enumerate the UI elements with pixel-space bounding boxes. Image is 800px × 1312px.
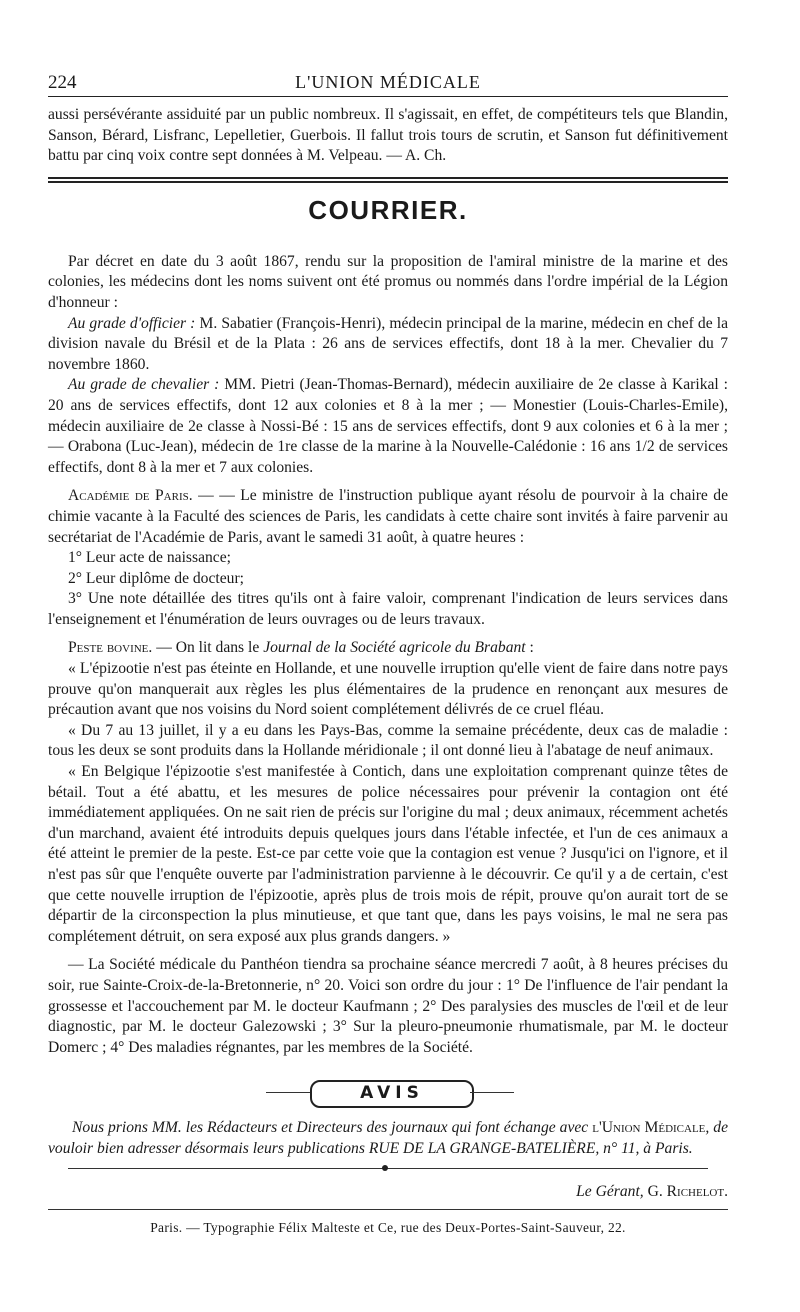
section-title: COURRIER. bbox=[308, 194, 468, 225]
notice-address: RUE DE LA GRANGE-BATELIÈRE, n° 11, à Paris. bbox=[368, 1139, 693, 1157]
chevalier-paragraph bbox=[48, 375, 728, 478]
officier-text: M. Sabatier (François-Henri), médecin principal de la marine, médecin en chef de la division navale du Brésil et de la Plata : 26 ans de services effectifs, dont 18 à la mer. Chevalier du 7 novembre 1860. bbox=[48, 314, 728, 373]
peste-text-before: — On lit dans le bbox=[152, 639, 264, 657]
avis-notice bbox=[48, 1118, 728, 1159]
peste-quote: « L'épizootie n'est pas éteinte en Hollande, et une nouvelle irruption qu'elle vient de faire dans notre pays prouve qu'on manquerait aux règles les plus élémentaires de la prudence en renonçant aux mesures de précaution avant que nos voisins du Nord soient complétement délivrés de ce cruel fléau. bbox=[48, 660, 728, 719]
peste-quote: « En Belgique l'épizootie s'est manifestée à Contich, dans une exploitation comprenant quinze têtes de bétail. Tout a été abattu, et les mesures de police nécessaires pour prévenir la contagion ont été immédiatement appliquées. On ne sait rien de précis sur l'origine du mal ; deux animaux, récemment achetés d'un marchand, avaient été introduits depuis quelques jours dans l'étable infectée, et l'un de ces animaux a été atteint le premier de la peste. Est-ce par cette voie que la contagion est venue ? Jusqu'ici on l'ignore, et il n'est pas sûr que l'enquête ouverte par l'administration parvienne à le découvrir. Ce qu'il y a de certain, c'est que cette nouvelle irruption de l'épizootie, après plus de trois mois de répit, prouve qu'on aurait tort de se départir de la circonspection la plus minutieuse, et que tant que, dans les pays voisins, le mal ne sera pas complétement détruit, on sera exposé aux plus grands dangers. » bbox=[48, 763, 728, 945]
notice-brand: l'Union Médicale bbox=[592, 1119, 706, 1137]
officier-label: Au grade d'officier : bbox=[68, 314, 196, 332]
footer-divider bbox=[48, 1209, 728, 1210]
avis-ornament bbox=[48, 1072, 728, 1112]
printer-footer: Paris. — Typographie Félix Malteste et Ce, rue des Deux-Portes-Saint-Sauveur, 22. bbox=[150, 1219, 626, 1235]
decret-intro: Par décret en date du 3 août 1867, rendu sur la proposition de l'amiral ministre de la marine et des colonies, les médecins dont les noms suivent ont été promus ou nommés dans l'ordre impérial de la Légion d'honneur : bbox=[48, 252, 728, 311]
pantheon-paragraph: — La Société médicale du Panthéon tiendra sa prochaine séance mercredi 7 août, à 8 heures précises du soir, rue Sainte-Croix-de-la-Bretonnerie, n° 20. Voici son ordre du jour : 1° De l'influence de l'air pendant la grossesse et l'accouchement par M. le docteur Kaufmann ; 2° Des paralysies des muscles de l'œil et de leur diagnostic, par M. le docteur Galezowski ; 3° Sur la pleuro-pneumonie rhumatismale, par M. le docteur Domerc ; 4° Des maladies régnantes, par les membres de la Société. bbox=[48, 956, 728, 1056]
academie-item: 2° Leur diplôme de docteur; bbox=[68, 569, 244, 587]
page-header bbox=[48, 62, 728, 97]
notice-divider bbox=[68, 1168, 708, 1169]
peste-text-after: : bbox=[525, 639, 534, 657]
peste-label: Peste bovine. bbox=[68, 639, 153, 657]
ornament-line-right bbox=[470, 1092, 514, 1093]
divider-dot bbox=[382, 1165, 388, 1171]
avis-label: AVIS bbox=[310, 1080, 474, 1108]
chevalier-text: MM. Pietri (Jean-Thomas-Bernard), médecin auxiliaire de 2e classe à Karikal : 20 ans de services effectifs, dont 12 aux colonies et 8 à la mer ; — Monestier (Louis-Charles-Emile), médecin auxiliaire de 2e classe à Nossi-Bé : 15 ans de services effectifs, dont 9 aux colonies et 6 à la mer ; — Orabona (Luc-Jean), médecin de 1re classe de la marine à la Nouvelle-Calédonie : 16 ans 1/2 de services effectifs, dont 8 à la mer et 7 aux colonies. bbox=[48, 376, 728, 476]
gerant-signature bbox=[48, 1183, 728, 1201]
academie-paragraph bbox=[48, 486, 728, 548]
ornament-line-left bbox=[266, 1092, 310, 1093]
journal-page bbox=[48, 62, 728, 1236]
gerant-label: Le Gérant, bbox=[576, 1182, 644, 1200]
academie-text: — — Le ministre de l'instruction publique ayant résolu de pourvoir à la chaire de chimie vacante à la Faculté des sciences de Paris, les candidats à cette chaire sont invités à faire parvenir au secrétariat de l'Académie de Paris, avant le samedi 31 août, à quatre heures : bbox=[48, 487, 729, 546]
section-divider bbox=[48, 177, 728, 183]
gerant-name: G. Richelot. bbox=[643, 1182, 728, 1200]
page-number: 224 bbox=[48, 72, 77, 93]
academie-item: 1° Leur acte de naissance; bbox=[68, 549, 231, 567]
notice-part1: Nous prions MM. les Rédacteurs et Directeurs des journaux qui font échange avec bbox=[72, 1119, 593, 1137]
notice-part2: , de vouloir bien adresser désormais leurs publications bbox=[48, 1119, 729, 1157]
academie-item: 3° Une note détaillée des titres qu'ils ont à faire valoir, comprenant l'indication de leurs services dans l'enseignement et l'énumération de leurs ouvrages ou de leurs travaux. bbox=[48, 590, 728, 628]
journal-title: L'UNION MÉDICALE bbox=[295, 72, 481, 92]
notice-paragraph bbox=[48, 1118, 728, 1159]
chevalier-label: Au grade de chevalier : bbox=[68, 376, 220, 394]
academie-label: Académie de Paris. bbox=[68, 487, 193, 505]
peste-paragraph bbox=[48, 638, 728, 659]
intro-paragraph: aussi persévérante assiduité par un public nombreux. Il s'agissait, en effet, de compétiteurs tels que Blandin, Sanson, Bérard, Lisfranc, Lepelletier, Guerbois. Il fallut trois tours de scrutin, et Sanson fut définitivement battu par cinq voix contre sept données à M. Velpeau. — A. Ch. bbox=[48, 106, 728, 165]
officier-paragraph bbox=[48, 314, 728, 376]
peste-quote: « Du 7 au 13 juillet, il y a eu dans les Pays-Bas, comme la semaine précédente, deux cas de maladie : tous les deux se sont produits dans la Hollande méridionale ; il ont donné lieu à l'abatage de neuf animaux. bbox=[48, 721, 728, 760]
peste-journal: Journal de la Société agricole du Brabant bbox=[263, 639, 526, 657]
